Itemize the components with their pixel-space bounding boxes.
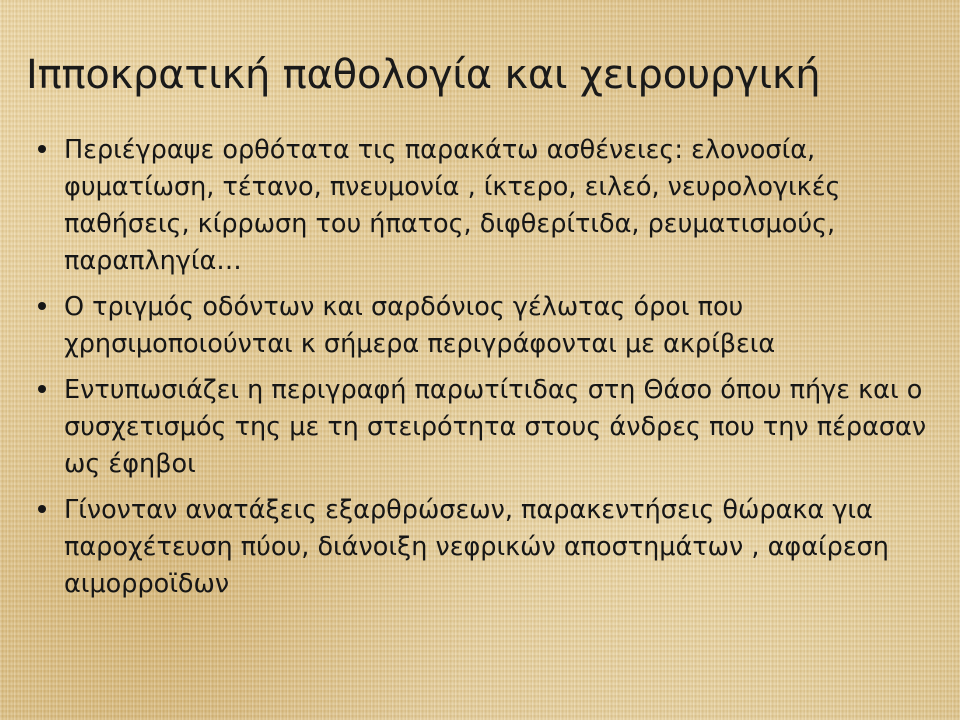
bullet-text: Περιέγραψε ορθότατα τις παρακάτω ασθένειες: ελονοσία, φυματίωση, τέτανο, πνευμονία , ίκτερο, ειλεό, νευρολογικές παθήσεις, κίρρωση του ήπατος, διφθερίτιδα, ρευματισμούς, παραπληγία… [64, 135, 841, 276]
list-item [22, 289, 940, 363]
slide-title: Ιπποκρατική παθολογία και χειρουργική [26, 52, 821, 98]
list-item [22, 132, 940, 280]
bullet-dot-icon [38, 302, 46, 310]
list-item [22, 492, 940, 603]
bullet-dot-icon [38, 385, 46, 393]
bullet-text: Ο τριγμός οδόντων και σαρδόνιος γέλωτας όροι που χρησιμοποιούνται κ σήμερα περιγράφονται με ακρίβεια [64, 292, 776, 359]
list-item [22, 372, 940, 483]
bullet-dot-icon [38, 145, 46, 153]
bullet-list [22, 132, 940, 612]
bullet-dot-icon [38, 505, 46, 513]
bullet-text: Εντυπωσιάζει η περιγραφή παρωτίτιδας στη Θάσο όπου πήγε και ο συσχετισμός της με τη στειρότητα στους άνδρες που την πέρασαν ως έφηβοι [64, 375, 927, 479]
bullet-text: Γίνονταν ανατάξεις εξαρθρώσεων, παρακεντήσεις θώρακα για παροχέτευση πύου, διάνοιξη νεφρικών αποστημάτων , αφαίρεση αιμορροϊδων [64, 495, 889, 599]
